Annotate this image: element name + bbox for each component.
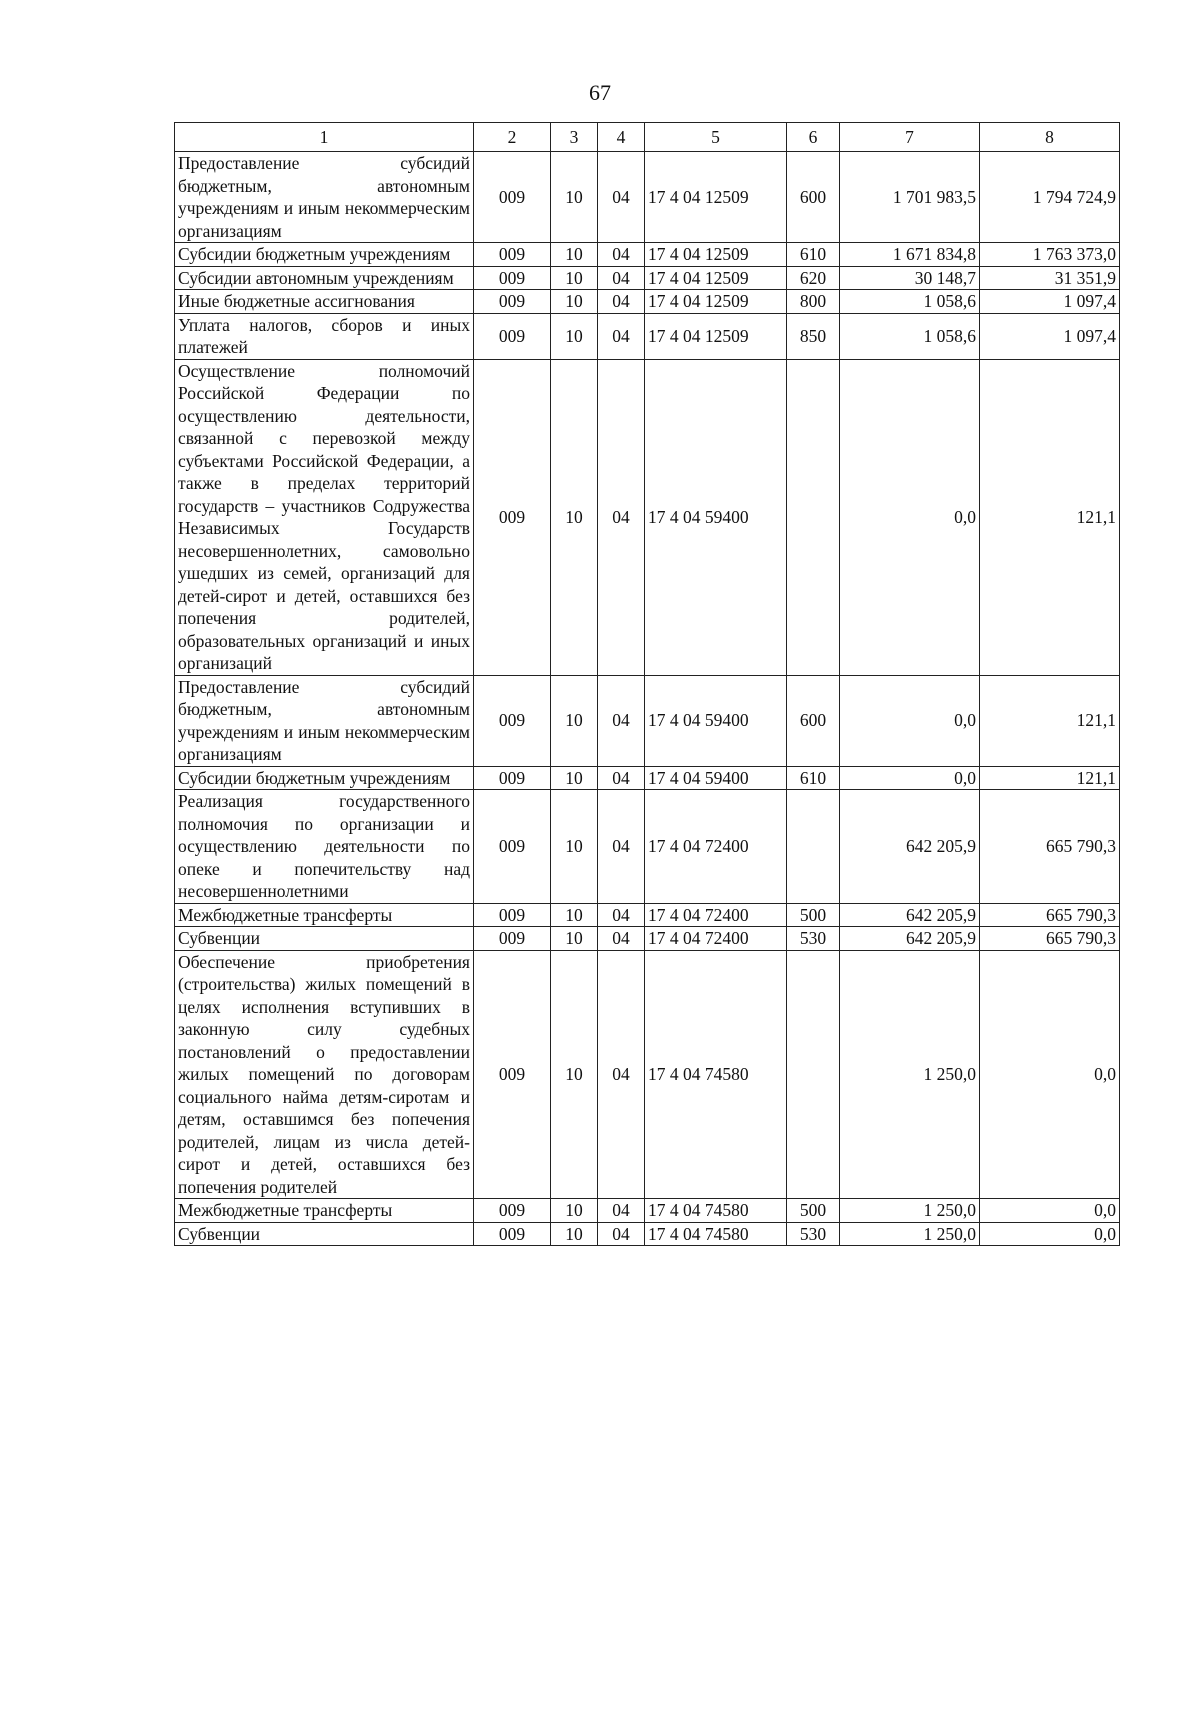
cell-section: 10 bbox=[551, 950, 598, 1199]
cell-amount-year2: 121,1 bbox=[980, 359, 1120, 675]
cell-section: 10 bbox=[551, 927, 598, 951]
cell-target-code: 17 4 04 72400 bbox=[645, 927, 787, 951]
cell-amount-year2: 0,0 bbox=[980, 950, 1120, 1199]
table-row bbox=[175, 1222, 1120, 1246]
cell-expense-type bbox=[787, 950, 840, 1199]
cell-ministry: 009 bbox=[474, 927, 551, 951]
row-name: Субвенции bbox=[175, 927, 474, 951]
header-cell: 7 bbox=[840, 123, 980, 152]
cell-expense-type bbox=[787, 790, 840, 904]
cell-section: 10 bbox=[551, 152, 598, 243]
cell-subsection: 04 bbox=[598, 950, 645, 1199]
header-row bbox=[175, 123, 1120, 152]
cell-expense-type: 500 bbox=[787, 1199, 840, 1223]
cell-amount-year2: 121,1 bbox=[980, 766, 1120, 790]
cell-section: 10 bbox=[551, 903, 598, 927]
row-name: Межбюджетные трансферты bbox=[175, 1199, 474, 1223]
row-name: Субсидии автономным учреждениям bbox=[175, 266, 474, 290]
cell-expense-type: 610 bbox=[787, 243, 840, 267]
cell-expense-type: 850 bbox=[787, 313, 840, 359]
cell-amount-year2: 665 790,3 bbox=[980, 790, 1120, 904]
cell-amount-year1: 1 058,6 bbox=[840, 290, 980, 314]
cell-target-code: 17 4 04 74580 bbox=[645, 1199, 787, 1223]
cell-amount-year1: 642 205,9 bbox=[840, 927, 980, 951]
cell-expense-type: 600 bbox=[787, 152, 840, 243]
cell-subsection: 04 bbox=[598, 266, 645, 290]
cell-target-code: 17 4 04 12509 bbox=[645, 152, 787, 243]
cell-amount-year2: 121,1 bbox=[980, 675, 1120, 766]
cell-ministry: 009 bbox=[474, 950, 551, 1199]
row-name: Субсидии бюджетным учреждениям bbox=[175, 243, 474, 267]
cell-amount-year1: 642 205,9 bbox=[840, 790, 980, 904]
row-name: Реализация государственного полномочия по организации и осуществлению деятельности по опеке и попечительству над несовершеннолетними bbox=[175, 790, 474, 904]
cell-section: 10 bbox=[551, 675, 598, 766]
cell-amount-year1: 0,0 bbox=[840, 766, 980, 790]
table-row bbox=[175, 359, 1120, 675]
cell-amount-year2: 1 097,4 bbox=[980, 290, 1120, 314]
header-cell: 3 bbox=[551, 123, 598, 152]
header-cell: 6 bbox=[787, 123, 840, 152]
cell-section: 10 bbox=[551, 266, 598, 290]
cell-subsection: 04 bbox=[598, 790, 645, 904]
table-row bbox=[175, 266, 1120, 290]
cell-section: 10 bbox=[551, 313, 598, 359]
cell-target-code: 17 4 04 74580 bbox=[645, 1222, 787, 1246]
cell-target-code: 17 4 04 59400 bbox=[645, 359, 787, 675]
cell-subsection: 04 bbox=[598, 927, 645, 951]
cell-target-code: 17 4 04 72400 bbox=[645, 790, 787, 904]
cell-target-code: 17 4 04 12509 bbox=[645, 243, 787, 267]
cell-ministry: 009 bbox=[474, 359, 551, 675]
cell-subsection: 04 bbox=[598, 766, 645, 790]
cell-amount-year2: 0,0 bbox=[980, 1222, 1120, 1246]
cell-amount-year2: 665 790,3 bbox=[980, 903, 1120, 927]
cell-subsection: 04 bbox=[598, 1222, 645, 1246]
cell-amount-year1: 0,0 bbox=[840, 675, 980, 766]
cell-subsection: 04 bbox=[598, 152, 645, 243]
header-cell: 4 bbox=[598, 123, 645, 152]
cell-amount-year1: 1 250,0 bbox=[840, 1199, 980, 1223]
row-name: Предоставление субсидий бюджетным, автономным учреждениям и иным некоммерческим организациям bbox=[175, 152, 474, 243]
cell-amount-year1: 1 250,0 bbox=[840, 950, 980, 1199]
cell-target-code: 17 4 04 12509 bbox=[645, 290, 787, 314]
cell-ministry: 009 bbox=[474, 152, 551, 243]
table-row bbox=[175, 243, 1120, 267]
cell-section: 10 bbox=[551, 243, 598, 267]
cell-section: 10 bbox=[551, 359, 598, 675]
table-row bbox=[175, 903, 1120, 927]
cell-subsection: 04 bbox=[598, 1199, 645, 1223]
cell-ministry: 009 bbox=[474, 313, 551, 359]
cell-subsection: 04 bbox=[598, 290, 645, 314]
cell-target-code: 17 4 04 59400 bbox=[645, 766, 787, 790]
header-cell: 1 bbox=[175, 123, 474, 152]
cell-ministry: 009 bbox=[474, 790, 551, 904]
cell-ministry: 009 bbox=[474, 290, 551, 314]
header-cell: 8 bbox=[980, 123, 1120, 152]
cell-ministry: 009 bbox=[474, 903, 551, 927]
header-cell: 2 bbox=[474, 123, 551, 152]
table-row bbox=[175, 313, 1120, 359]
cell-ministry: 009 bbox=[474, 266, 551, 290]
cell-target-code: 17 4 04 12509 bbox=[645, 266, 787, 290]
table-row bbox=[175, 675, 1120, 766]
cell-expense-type: 530 bbox=[787, 1222, 840, 1246]
cell-amount-year2: 0,0 bbox=[980, 1199, 1120, 1223]
cell-ministry: 009 bbox=[474, 675, 551, 766]
cell-amount-year1: 1 058,6 bbox=[840, 313, 980, 359]
row-name: Межбюджетные трансферты bbox=[175, 903, 474, 927]
page-number: 67 bbox=[589, 80, 611, 105]
cell-expense-type bbox=[787, 359, 840, 675]
cell-subsection: 04 bbox=[598, 359, 645, 675]
cell-section: 10 bbox=[551, 766, 598, 790]
cell-amount-year2: 1 763 373,0 bbox=[980, 243, 1120, 267]
cell-ministry: 009 bbox=[474, 1222, 551, 1246]
cell-amount-year1: 0,0 bbox=[840, 359, 980, 675]
cell-subsection: 04 bbox=[598, 243, 645, 267]
cell-expense-type: 620 bbox=[787, 266, 840, 290]
header-cell: 5 bbox=[645, 123, 787, 152]
row-name: Обеспечение приобретения (строительства) жилых помещений в целях исполнения вступивших в законную силу судебных постановлений о предоставлении жилых помещений по договорам социального найма детям-сиротам и детям, оставшимся без попечения родителей, лицам из числа детей-сирот и детей, оставшихся без попечения родителей bbox=[175, 950, 474, 1199]
budget-table bbox=[174, 122, 1120, 1246]
cell-expense-type: 500 bbox=[787, 903, 840, 927]
cell-amount-year2: 665 790,3 bbox=[980, 927, 1120, 951]
cell-amount-year1: 30 148,7 bbox=[840, 266, 980, 290]
table-row bbox=[175, 927, 1120, 951]
cell-target-code: 17 4 04 12509 bbox=[645, 313, 787, 359]
row-name: Предоставление субсидий бюджетным, автономным учреждениям и иным некоммерческим организациям bbox=[175, 675, 474, 766]
cell-amount-year1: 1 250,0 bbox=[840, 1222, 980, 1246]
cell-section: 10 bbox=[551, 1222, 598, 1246]
cell-target-code: 17 4 04 72400 bbox=[645, 903, 787, 927]
cell-expense-type: 610 bbox=[787, 766, 840, 790]
cell-target-code: 17 4 04 74580 bbox=[645, 950, 787, 1199]
table-row bbox=[175, 152, 1120, 243]
table-row bbox=[175, 766, 1120, 790]
row-name: Осуществление полномочий Российской Федерации по осуществлению деятельности, связанной с перевозкой между субъектами Российской Федерации, а также в пределах территорий государств – участников Содружества Независимых Государств несовершеннолетних, самовольно ушедших из семей, организаций для детей-сирот и детей, оставшихся без попечения родителей, образовательных организаций и иных организаций bbox=[175, 359, 474, 675]
cell-ministry: 009 bbox=[474, 766, 551, 790]
cell-amount-year1: 1 671 834,8 bbox=[840, 243, 980, 267]
row-name: Субвенции bbox=[175, 1222, 474, 1246]
cell-amount-year2: 31 351,9 bbox=[980, 266, 1120, 290]
cell-amount-year2: 1 794 724,9 bbox=[980, 152, 1120, 243]
cell-ministry: 009 bbox=[474, 1199, 551, 1223]
cell-section: 10 bbox=[551, 1199, 598, 1223]
cell-amount-year2: 1 097,4 bbox=[980, 313, 1120, 359]
table-row bbox=[175, 950, 1120, 1199]
cell-target-code: 17 4 04 59400 bbox=[645, 675, 787, 766]
cell-subsection: 04 bbox=[598, 313, 645, 359]
table-row bbox=[175, 290, 1120, 314]
cell-subsection: 04 bbox=[598, 903, 645, 927]
row-name: Уплата налогов, сборов и иных платежей bbox=[175, 313, 474, 359]
row-name: Иные бюджетные ассигнования bbox=[175, 290, 474, 314]
cell-amount-year1: 1 701 983,5 bbox=[840, 152, 980, 243]
cell-expense-type: 530 bbox=[787, 927, 840, 951]
table-row bbox=[175, 1199, 1120, 1223]
cell-expense-type: 800 bbox=[787, 290, 840, 314]
row-name: Субсидии бюджетным учреждениям bbox=[175, 766, 474, 790]
cell-subsection: 04 bbox=[598, 675, 645, 766]
table-row bbox=[175, 790, 1120, 904]
cell-section: 10 bbox=[551, 290, 598, 314]
cell-section: 10 bbox=[551, 790, 598, 904]
cell-amount-year1: 642 205,9 bbox=[840, 903, 980, 927]
cell-expense-type: 600 bbox=[787, 675, 840, 766]
cell-ministry: 009 bbox=[474, 243, 551, 267]
